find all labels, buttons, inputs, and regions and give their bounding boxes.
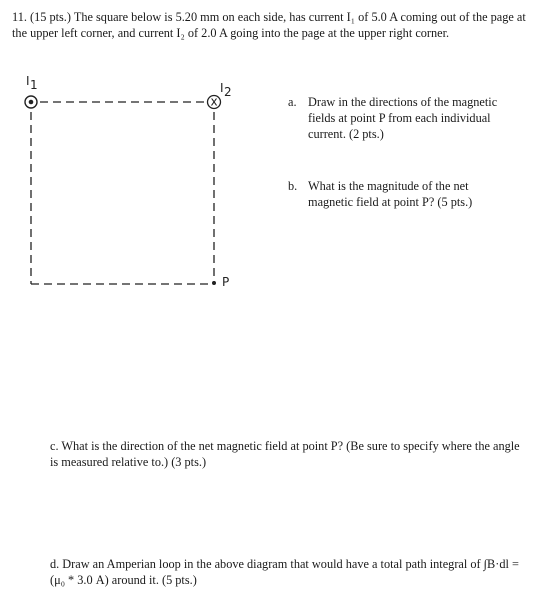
part-b-label: b. (288, 179, 298, 193)
label-i1-subscript: 1 (30, 78, 38, 92)
part-b-text: What is the magnitude of the net magnetic field at point P? (5 pts.) (308, 179, 473, 209)
current-into-page-icon (208, 95, 221, 109)
label-point-p: P (222, 275, 230, 289)
current-out-of-page-icon (25, 96, 37, 108)
part-a-text: Draw in the directions of the magnetic fields at point P from each individual current. (2 pts.) (308, 95, 498, 141)
label-i1: I (26, 74, 30, 88)
label-i2-subscript: 2 (224, 85, 232, 99)
problem-stem: 11. (15 pts.) The square below is 5.20 mm on each side, has current I₁ of 5.0 A coming out of the page at the upper left corner, and current I₂ of 2.0 A going into the page at the upper right corner. (12, 10, 526, 40)
label-i2: I (220, 81, 224, 95)
part-c-text: c. What is the direction of the net magnetic field at point P? (Be sure to specify where the angle is measured relative to.) (3 pts.) (50, 439, 520, 469)
point-p-dot (212, 281, 216, 285)
part-a-label: a. (288, 95, 297, 109)
part-a (288, 94, 528, 144)
into-page-symbol: x (210, 94, 218, 109)
part-d-text: d. Draw an Amperian loop in the above diagram that would have a total path integral of ∫B·dl = (μ₀ * 3.0 A) around it. (5 pts.) (50, 557, 519, 587)
part-b (288, 178, 528, 212)
